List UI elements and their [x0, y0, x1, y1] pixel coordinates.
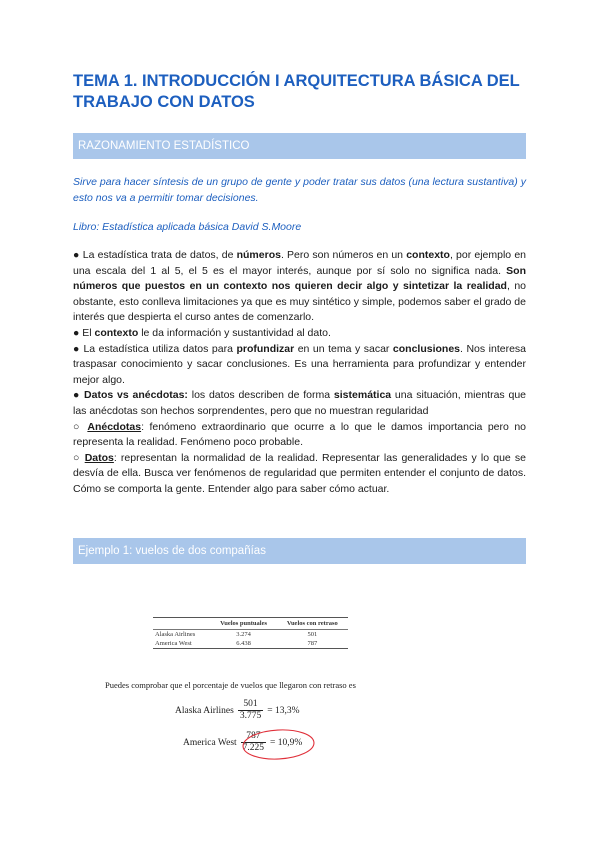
numerator: 787 — [246, 731, 261, 741]
text-run: ● La estadística utiliza datos para — [73, 342, 237, 355]
text-run: , no obstante, esto conlleva limitaciones ya que es muy sintético y simple, podemos saber el grado de interés que despierta el curso antes de comenzarlo. — [73, 280, 526, 324]
formula-result: = 13,3% — [267, 705, 300, 716]
table-row — [153, 630, 348, 640]
text-run: : fenómeno extraordinario que ocurre a lo que le damos importancia pero no representa la realidad. Fenómeno poco probable. — [73, 420, 526, 449]
book-reference: Libro: Estadística aplicada básica David S.Moore — [73, 221, 302, 233]
flight-table-figure — [153, 617, 348, 649]
table-cell: America West — [155, 640, 192, 647]
figure-caption: Puedes comprobar que el porcentaje de vuelos que llegaron con retraso es — [105, 680, 356, 690]
formula-america-west — [183, 731, 302, 754]
text-run: le da información y sustantividad al dato. — [138, 326, 331, 339]
text-run: , por ejemplo en una escala del 1 al 5, el 5 es el mayor interés, aunque por sí solo no significa nada. — [73, 249, 526, 277]
table-cell: Alaska Airlines — [155, 631, 196, 638]
fraction — [241, 731, 266, 754]
bold-term: números — [236, 249, 281, 261]
formula-result: = 10,9% — [270, 737, 303, 748]
table-cell: 6.438 — [236, 640, 251, 647]
page-title: TEMA 1. INTRODUCCIÓN I ARQUITECTURA BÁSICA DEL TRABAJO CON DATOS — [73, 72, 520, 111]
text-run: ○ — [73, 451, 85, 464]
table-header: Vuelos con retraso — [277, 618, 348, 630]
body-text — [73, 248, 526, 498]
bold-term: contexto — [94, 326, 139, 339]
subbullet-anecdotas — [73, 420, 526, 451]
text-run: ○ — [73, 420, 88, 433]
table-header: Vuelos puntuales — [211, 618, 277, 630]
formula-label: Alaska Airlines — [175, 705, 234, 716]
bullet-numeros — [73, 248, 526, 326]
bullet-contexto — [73, 326, 526, 342]
intro-paragraph: Sirve para hacer síntesis de un grupo de gente y poder tratar sus datos (una lectura sustantiva) y esto nos va a permitir tomar decisiones. — [73, 176, 526, 204]
denominator: 3.775 — [239, 711, 262, 721]
bold-term: contexto — [406, 249, 450, 261]
bold-term: sistemática — [333, 389, 392, 402]
table-cell: 3.274 — [236, 631, 251, 638]
text-run: los datos describen de forma — [187, 389, 334, 402]
bold-term: ● Datos vs anécdotas: — [73, 389, 188, 402]
bold-term: conclusiones — [392, 342, 461, 355]
bullet-datos-vs-anecdotas — [73, 388, 526, 419]
formula-alaska — [175, 699, 300, 722]
table-row — [153, 639, 348, 648]
section-heading-ejemplo: Ejemplo 1: vuelos de dos compañías — [73, 538, 526, 564]
subbullet-datos — [73, 451, 526, 498]
text-run: . Pero son números en un — [280, 249, 407, 261]
table-header — [153, 618, 211, 630]
text-run: en un tema y sacar — [294, 342, 393, 355]
fraction — [238, 699, 263, 722]
table-cell: 787 — [307, 640, 318, 647]
text-run: . Nos interesa traspasar conocimiento y sacar conclusiones. Es una herramienta para profundizar y entender mejor algo. — [73, 342, 527, 386]
text-run: ● La estadística trata de datos, de — [73, 249, 237, 261]
denominator: 7.225 — [242, 743, 265, 753]
underlined-term: Anécdotas — [87, 420, 142, 433]
bold-term: profundizar — [236, 342, 295, 355]
section-heading-razonamiento: RAZONAMIENTO ESTADÍSTICO — [73, 133, 526, 159]
bold-term: Son números que puestos en un contexto nos quieren decir algo y sintetizar la realidad — [73, 264, 526, 293]
table-cell: 501 — [307, 631, 318, 638]
numerator: 501 — [243, 699, 258, 709]
text-run: ● El — [73, 326, 95, 339]
text-run: : representan la normalidad de la realidad. Representar las generalidades y lo que se desvía de ella. Busca ver fenómenos de regularidad que permiten entender el conjunto de datos. Cómo se comporta la gente. Entender algo para saber cómo actuar. — [73, 451, 526, 495]
underlined-term: Datos — [84, 451, 114, 464]
formula-label: America West — [183, 737, 237, 748]
bullet-profundizar — [73, 342, 526, 389]
flight-table — [153, 617, 348, 649]
text-run: una situación, mientras que las anécdotas son hechos sorprendentes, pero que no muestran regularidad — [73, 389, 526, 417]
